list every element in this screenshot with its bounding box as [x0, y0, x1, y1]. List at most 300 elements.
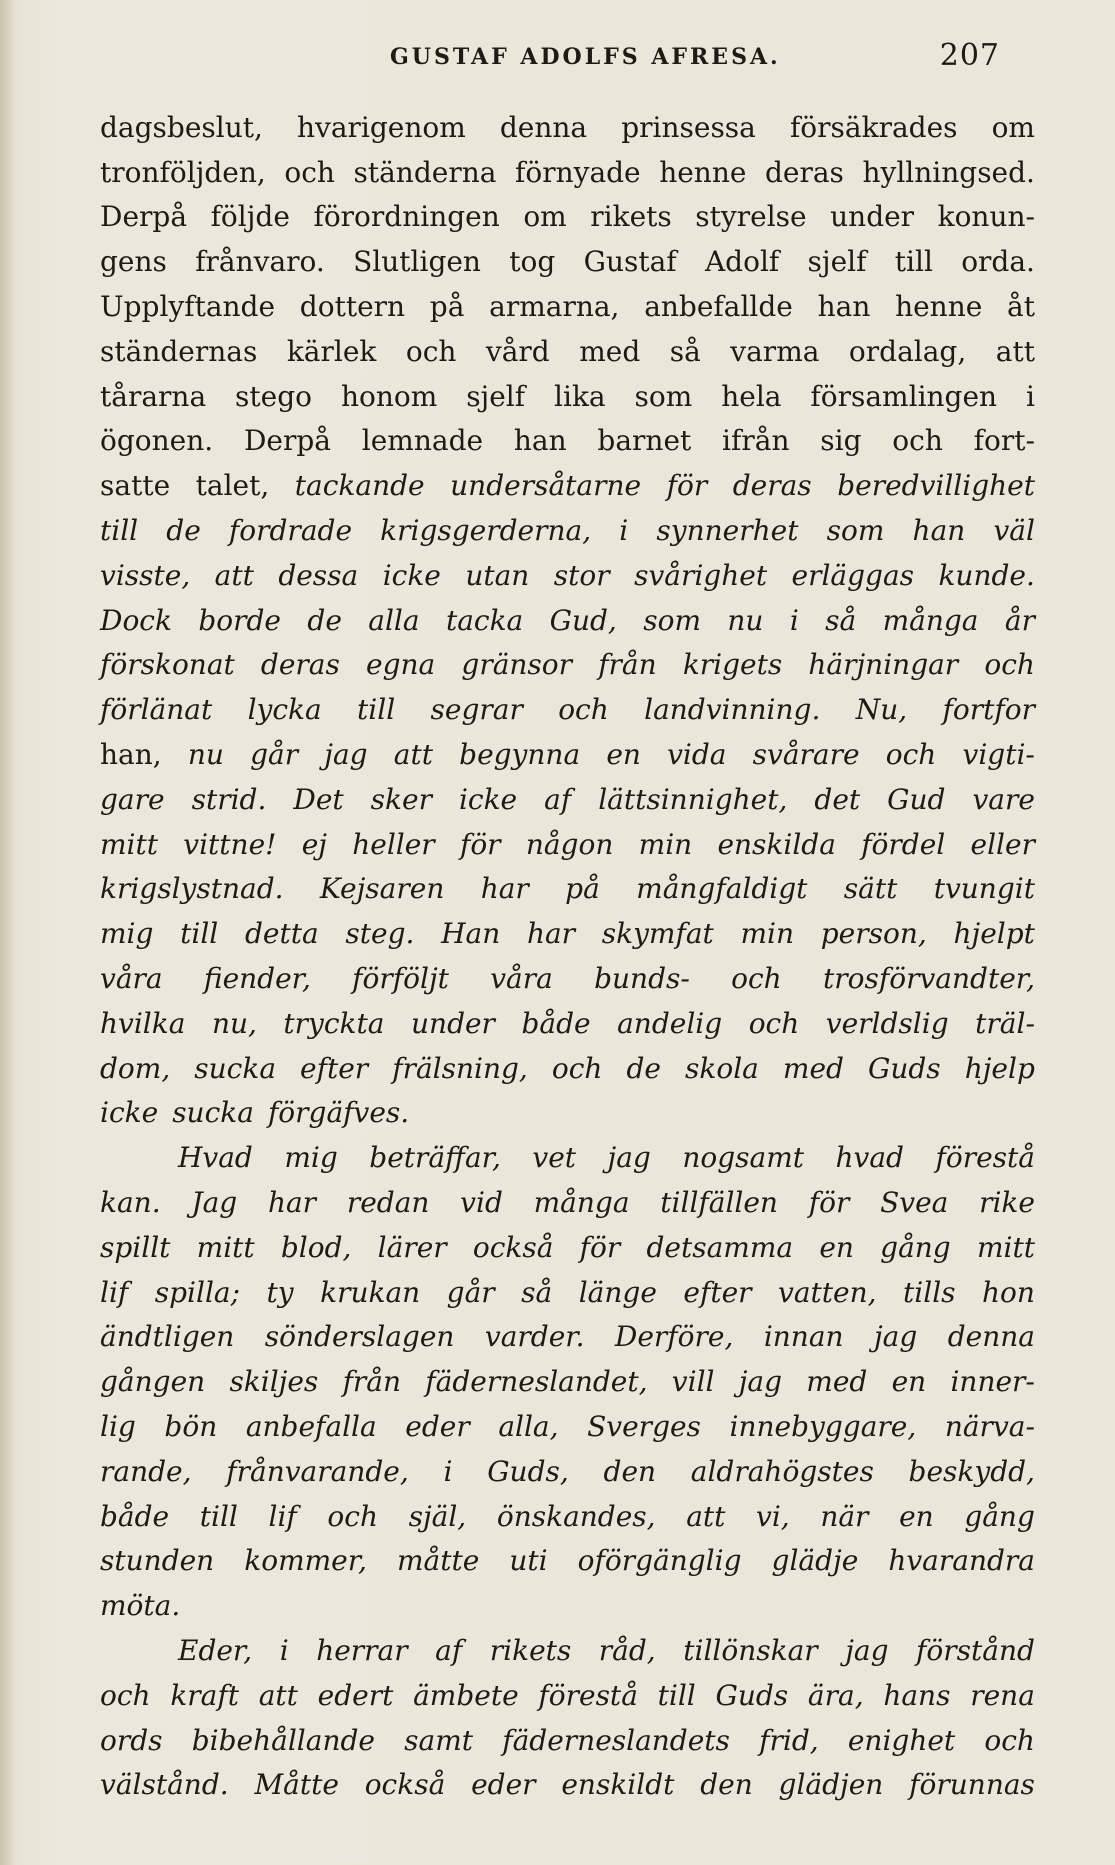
word: att	[393, 738, 433, 772]
word: till	[657, 1678, 696, 1712]
word: i	[789, 603, 799, 637]
word: att	[258, 1678, 298, 1712]
word: utan	[465, 558, 530, 592]
word: enskilda	[717, 827, 836, 861]
word: verldslig	[825, 1006, 949, 1040]
word: rande,	[100, 1454, 192, 1488]
word: anbefallde	[644, 290, 793, 324]
word: konun-	[937, 200, 1035, 234]
word: Gud,	[549, 603, 617, 637]
text-line	[100, 1539, 1035, 1584]
word: undersåtarne	[450, 469, 642, 503]
word: med	[806, 1365, 868, 1399]
word: stunden	[100, 1544, 215, 1578]
word: heller	[352, 827, 435, 861]
word: ej	[301, 827, 327, 861]
text-line	[100, 150, 1035, 195]
word: hvarigenom	[296, 110, 466, 144]
word: svårighet	[634, 558, 768, 592]
word: i	[279, 1633, 289, 1667]
word: Kejsaren	[319, 872, 445, 906]
word: gare	[100, 782, 165, 816]
word: frånvarande,	[226, 1454, 409, 1488]
word: Dock	[100, 603, 172, 637]
word: många	[882, 603, 979, 637]
word: och	[551, 1051, 603, 1085]
word: barnet	[597, 424, 692, 458]
word: jag	[324, 738, 368, 772]
word: tronföljden,	[100, 155, 266, 189]
text-line	[100, 1359, 1035, 1404]
word: icke	[458, 782, 518, 816]
word: innan	[763, 1320, 844, 1354]
word: för	[666, 469, 708, 503]
word: att	[214, 558, 254, 592]
text-line	[100, 598, 1035, 643]
word: själ,	[408, 1499, 467, 1533]
word: af	[435, 1633, 463, 1667]
text-line	[100, 956, 1035, 1001]
word: mig	[284, 1141, 338, 1175]
word: hela	[721, 379, 782, 413]
word: och	[327, 1499, 378, 1533]
word: råd,	[598, 1633, 656, 1667]
word: förlänat	[100, 693, 213, 727]
word: orda.	[961, 245, 1035, 279]
word: stego	[235, 379, 313, 413]
word: hvarandra	[888, 1544, 1035, 1578]
word: med	[579, 334, 641, 368]
word: våra	[100, 962, 163, 996]
word: denna	[947, 1320, 1035, 1354]
word: följde	[210, 200, 290, 234]
word: våra	[490, 962, 553, 996]
word: vet	[532, 1141, 577, 1175]
word: varder.	[484, 1320, 585, 1354]
word: borde	[198, 603, 282, 637]
word: med	[782, 1051, 844, 1085]
word: fäderneslandet,	[425, 1365, 648, 1399]
text-line	[100, 329, 1035, 374]
word: sönderslagen	[264, 1320, 455, 1354]
word: sucka	[172, 1096, 254, 1130]
word: beskydd,	[908, 1454, 1035, 1488]
word: nogsamt	[682, 1141, 805, 1175]
word: krigets	[682, 648, 783, 682]
word: Slutligen	[353, 245, 481, 279]
word: lif	[268, 1499, 297, 1533]
text-line	[100, 732, 1035, 777]
word: de	[626, 1051, 661, 1085]
text-line	[100, 867, 1035, 912]
word: församlingen	[810, 379, 998, 413]
word: alla	[368, 603, 420, 637]
word: denna	[499, 110, 588, 144]
word: den	[603, 1454, 657, 1488]
word: skola	[685, 1051, 759, 1085]
word: förstånd	[916, 1633, 1035, 1667]
word: stor	[553, 558, 610, 592]
word: en	[899, 1499, 934, 1533]
word: min	[740, 917, 795, 951]
word: förestå	[538, 1678, 638, 1712]
word: lycka	[247, 693, 322, 727]
word: jag	[738, 1365, 783, 1399]
word: frid,	[759, 1723, 819, 1757]
word: ständerna	[353, 155, 497, 189]
word: erläggas	[791, 558, 915, 592]
word: bön	[164, 1410, 218, 1443]
word: en	[819, 1230, 854, 1264]
word: ständernas	[100, 334, 258, 368]
text-line	[100, 1673, 1035, 1718]
word: ordalag,	[848, 334, 967, 368]
word: tillönskar	[683, 1633, 818, 1667]
word: om	[523, 200, 567, 234]
word: de	[307, 603, 342, 637]
word: deras	[732, 469, 812, 503]
running-head: GUSTAF ADOLFS AFRESA.	[390, 44, 781, 70]
text-line	[100, 553, 1035, 598]
word: skymfat	[601, 917, 714, 951]
text-line	[100, 687, 1035, 732]
word: kan.	[100, 1186, 161, 1220]
word: Sverges	[587, 1410, 701, 1443]
word: jag	[607, 1141, 651, 1175]
word: ära,	[807, 1678, 864, 1712]
word: har	[526, 917, 576, 951]
word: Derpå	[100, 200, 188, 234]
word: hvilka	[100, 1006, 186, 1040]
word: vatten,	[778, 1275, 877, 1309]
word: och	[984, 1723, 1035, 1757]
text-line	[100, 1315, 1035, 1360]
word: glädje	[771, 1544, 859, 1578]
word: ifrån	[722, 424, 790, 458]
word: som	[826, 514, 885, 548]
word: om	[991, 110, 1035, 144]
word: ords	[100, 1723, 163, 1757]
word: fortfor	[942, 693, 1035, 727]
text-line	[100, 105, 1035, 150]
word: den	[700, 1768, 753, 1802]
word: talet,	[195, 469, 270, 503]
text-line	[100, 463, 1035, 508]
word: förordningen	[313, 200, 500, 234]
word: år	[1004, 603, 1035, 637]
word: Derföre,	[614, 1320, 734, 1354]
word: till	[199, 1499, 238, 1533]
word: på	[429, 290, 465, 324]
word: alla,	[498, 1410, 559, 1443]
word: aldrahögstes	[690, 1454, 874, 1488]
word: vigti-	[962, 738, 1035, 772]
word: frånvaro.	[195, 245, 325, 279]
word: så	[669, 334, 701, 368]
word: väl	[993, 514, 1035, 548]
word: lika	[554, 379, 606, 413]
text-line	[100, 911, 1035, 956]
word: kärlek	[286, 334, 377, 368]
page-number: 207	[939, 38, 1000, 73]
word: krukan	[320, 1275, 421, 1309]
word: hon	[982, 1275, 1035, 1309]
word: önskandes,	[496, 1499, 656, 1533]
word: och	[748, 1006, 800, 1040]
text-line	[100, 643, 1035, 688]
page-spine-shadow	[0, 0, 14, 1865]
word: Gud	[887, 782, 946, 816]
word: har	[267, 1186, 317, 1220]
word: till	[894, 245, 933, 279]
word: beträffar,	[369, 1141, 501, 1175]
word: dottern	[299, 290, 406, 324]
word: går	[446, 1275, 495, 1309]
word: mitt	[100, 827, 159, 861]
word: lärer	[377, 1230, 447, 1264]
word: dagsbeslut,	[100, 110, 263, 144]
text-line	[100, 374, 1035, 419]
word: och	[558, 693, 609, 727]
word: Måtte	[254, 1768, 339, 1802]
word: under	[830, 200, 915, 234]
word: Adolf	[704, 245, 780, 279]
word: och	[284, 155, 335, 189]
word: samt	[404, 1723, 474, 1757]
word: hjelpt	[953, 917, 1035, 951]
word: gången	[100, 1365, 206, 1399]
word: det	[814, 782, 861, 816]
word: hans	[883, 1678, 951, 1712]
word: icke	[382, 558, 441, 592]
word: under	[411, 1006, 495, 1040]
word: vittne!	[183, 827, 277, 861]
word: deras	[764, 155, 844, 189]
word: till	[100, 514, 139, 548]
word: nu	[727, 603, 764, 637]
word: sätt	[843, 872, 898, 906]
word: bibehållande	[191, 1723, 375, 1757]
word: och	[892, 424, 943, 458]
word: eder	[405, 1410, 470, 1443]
word: lemnade	[361, 424, 484, 458]
word: nu	[187, 738, 224, 772]
word: för	[808, 1186, 850, 1220]
word: för	[459, 827, 501, 861]
word: fort-	[973, 424, 1035, 458]
word: tog	[509, 245, 556, 279]
word: förnyade	[514, 155, 641, 189]
word: enskildt	[561, 1768, 675, 1802]
word: eller	[970, 827, 1035, 861]
text-line	[100, 1225, 1035, 1270]
word: och	[984, 648, 1035, 682]
word: till	[357, 693, 396, 727]
word: beredvillighet	[837, 469, 1035, 503]
word: en	[891, 1365, 927, 1399]
word: gens	[100, 245, 167, 279]
word: prinsessa	[621, 110, 756, 144]
word: åt	[1007, 290, 1035, 324]
word: Nu,	[855, 693, 908, 727]
text-line	[100, 822, 1035, 867]
word: Det	[293, 782, 344, 816]
word: måtte	[397, 1544, 480, 1578]
word: Guds,	[487, 1454, 569, 1488]
word: vi,	[756, 1499, 790, 1533]
word: någon	[525, 827, 614, 861]
word: ögonen.	[100, 424, 214, 458]
word: tårarna	[100, 379, 207, 413]
word: krigsgerderna,	[380, 514, 592, 548]
text-line	[100, 1046, 1035, 1091]
text-line	[100, 195, 1035, 240]
word: sker	[370, 782, 432, 816]
text-line	[100, 1583, 1035, 1628]
word: svårare	[752, 738, 860, 772]
word: jag	[873, 1320, 918, 1354]
word: vid	[460, 1186, 503, 1220]
word: gång	[964, 1499, 1035, 1533]
word: Upplyftande	[100, 290, 276, 324]
word: oförgänglig	[577, 1544, 742, 1578]
word: sig	[820, 424, 862, 458]
word: rike	[979, 1186, 1035, 1220]
word: landvinning.	[644, 693, 821, 727]
word: till	[180, 917, 219, 951]
word: honom	[340, 379, 438, 413]
word: vård	[485, 334, 550, 368]
word: så	[521, 1275, 553, 1309]
word: kommer,	[244, 1544, 367, 1578]
word: förskonat	[100, 648, 235, 682]
word: dom,	[100, 1051, 171, 1085]
word: så	[825, 603, 857, 637]
word: också	[472, 1230, 554, 1264]
word: ändtligen	[100, 1320, 235, 1354]
word: tacka	[445, 603, 524, 637]
word: Gustaf	[583, 245, 677, 279]
word: detta	[244, 917, 319, 951]
word: tackande	[294, 469, 425, 503]
word: och	[731, 962, 782, 996]
word: blod,	[280, 1230, 352, 1264]
word: också	[364, 1768, 446, 1802]
word: min	[638, 827, 693, 861]
word: för	[579, 1230, 621, 1264]
word: icke	[100, 1096, 159, 1130]
word: fiender,	[203, 962, 311, 996]
word: lif	[100, 1275, 129, 1309]
word: försäkrades	[789, 110, 958, 144]
word: i	[443, 1454, 453, 1488]
word: som	[634, 379, 693, 413]
word: nu,	[211, 1006, 257, 1040]
word: spilla;	[154, 1275, 241, 1309]
word: enighet	[847, 1723, 956, 1757]
word: hvad	[835, 1141, 904, 1175]
word: förföljt	[352, 962, 449, 996]
word: synnerhet	[656, 514, 799, 548]
word: gränsor	[461, 648, 573, 682]
word: att	[686, 1499, 726, 1533]
word: Hvad	[178, 1141, 253, 1175]
word: Eder,	[178, 1633, 253, 1667]
word: Svea	[880, 1186, 949, 1220]
word: ämbete	[413, 1678, 519, 1712]
word: när	[820, 1499, 869, 1533]
word: Derpå	[243, 424, 331, 458]
word: Jag	[191, 1186, 238, 1220]
text-line	[100, 777, 1035, 822]
word: han,	[100, 738, 162, 772]
word: som	[643, 603, 701, 637]
word: eder	[471, 1768, 536, 1802]
word: fäderneslandets	[502, 1723, 730, 1757]
word: efter	[300, 1051, 369, 1085]
word: Han	[441, 917, 501, 951]
word: dessa	[278, 558, 359, 592]
body-text	[100, 105, 1035, 1807]
word: tvungit	[933, 872, 1035, 906]
word: hjelp	[964, 1051, 1035, 1085]
text-line	[100, 239, 1035, 284]
word: lättsinnighet,	[598, 782, 788, 816]
word: skiljes	[229, 1365, 319, 1399]
word: möta.	[100, 1589, 181, 1623]
word: sucka	[194, 1051, 277, 1085]
word: närva-	[944, 1410, 1035, 1443]
word: frälsning,	[392, 1051, 528, 1085]
word: egna	[366, 648, 436, 682]
word: af	[544, 782, 572, 816]
word: bunds-	[594, 962, 690, 996]
word: efter	[683, 1275, 752, 1309]
word: sjelf	[807, 245, 867, 279]
word: deras	[260, 648, 340, 682]
word: varma	[730, 334, 820, 368]
word: både	[100, 1499, 170, 1533]
word: kraft	[170, 1678, 239, 1712]
word: herrar	[316, 1633, 408, 1667]
word: strid.	[191, 782, 267, 816]
word: en	[606, 738, 641, 772]
word: förunnas	[909, 1768, 1035, 1802]
word: begynna	[459, 738, 581, 772]
word: henne	[895, 290, 983, 324]
word: och	[405, 334, 457, 368]
word: går	[250, 738, 299, 772]
word: trosförvandter,	[823, 962, 1035, 996]
word: förgäfves.	[267, 1096, 410, 1130]
word: mitt	[976, 1230, 1035, 1264]
text-line	[100, 284, 1035, 329]
word: tillfällen	[660, 1186, 778, 1220]
text-line	[100, 1494, 1035, 1539]
word: rikets	[590, 200, 672, 234]
word: henne	[659, 155, 747, 189]
word: mig	[100, 917, 154, 951]
word: sjelf	[466, 379, 526, 413]
word: rikets	[489, 1633, 572, 1667]
text-line	[100, 1270, 1035, 1315]
word: träl-	[975, 1006, 1035, 1040]
word: jag	[845, 1633, 889, 1667]
word: har	[480, 872, 529, 906]
word: fördel	[861, 827, 946, 861]
word: ty	[266, 1275, 294, 1309]
text-line	[100, 508, 1035, 553]
